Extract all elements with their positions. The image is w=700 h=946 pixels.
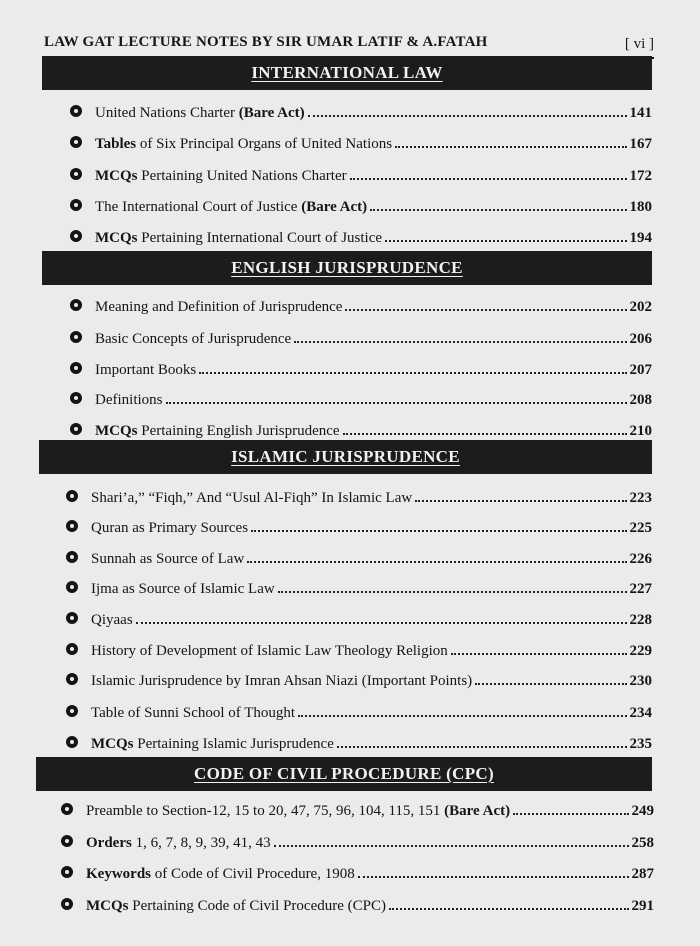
entry-bold-suffix: (Bare Act)	[444, 803, 511, 819]
entry-page-number: 226	[629, 551, 652, 567]
toc-entry[interactable]	[61, 828, 654, 852]
dot-leader	[343, 433, 627, 435]
entry-title	[86, 835, 271, 852]
toc-entry[interactable]	[70, 161, 652, 185]
entry-title	[91, 705, 295, 722]
section-heading-bar	[42, 56, 652, 90]
entry-page-number: 291	[631, 898, 654, 914]
entry-title	[95, 362, 196, 379]
header-page-number: [ vi ]	[624, 36, 654, 52]
toc-entry[interactable]	[70, 129, 652, 153]
entry-text: Quran as Primary Sources	[91, 520, 249, 536]
section-title: CODE OF CIVIL PROCEDURE (CPC)	[194, 764, 494, 783]
entry-title	[95, 392, 163, 409]
dot-leader	[415, 500, 626, 502]
section-heading-bar	[36, 757, 652, 791]
entry-page-number: 235	[629, 736, 652, 752]
entry-title	[95, 331, 291, 348]
entry-title	[86, 803, 510, 820]
toc-entry[interactable]	[70, 355, 652, 379]
entry-text: Important Books	[95, 362, 197, 378]
entry-title	[91, 736, 334, 753]
gear-bullet-icon	[70, 230, 82, 242]
gear-bullet-icon	[61, 898, 73, 910]
toc-entry[interactable]	[61, 891, 654, 915]
entry-title	[95, 136, 392, 153]
entry-text: Table of Sunni School of Thought	[91, 705, 296, 721]
entry-title	[91, 581, 275, 598]
gear-bullet-icon	[66, 551, 78, 563]
gear-bullet-icon	[70, 105, 82, 117]
toc-entry[interactable]	[70, 385, 652, 409]
entry-text: Pertaining English Jurisprudence	[137, 423, 340, 439]
entry-title	[95, 423, 340, 440]
entry-text: Pertaining Islamic Jurisprudence	[133, 736, 334, 752]
entry-page-number: 194	[629, 230, 652, 246]
entry-page-number: 228	[629, 612, 652, 628]
gear-bullet-icon	[70, 199, 82, 211]
entry-title	[95, 105, 305, 122]
entry-page-number: 202	[629, 299, 652, 315]
toc-entry[interactable]	[66, 513, 652, 537]
gear-bullet-icon	[70, 331, 82, 343]
entry-title	[95, 230, 382, 247]
entry-text: History of Development of Islamic Law Theology Religion	[91, 643, 448, 659]
section-title: ISLAMIC JURISPRUDENCE	[231, 447, 460, 466]
header-title: LAW GAT LECTURE NOTES BY SIR UMAR LATIF & A.FATAH	[44, 34, 488, 50]
dot-leader	[136, 622, 627, 624]
gear-bullet-icon	[61, 866, 73, 878]
dot-leader	[350, 178, 627, 180]
entry-page-number: 227	[629, 581, 652, 597]
entry-title	[95, 168, 347, 185]
entry-text: Qiyaas	[91, 612, 133, 628]
entry-bold-lead: MCQs	[95, 168, 138, 184]
entry-text: of Six Principal Organs of United Nations	[136, 136, 393, 152]
dot-leader	[385, 240, 626, 242]
toc-entry[interactable]	[61, 796, 654, 820]
entry-bold-lead: Keywords	[86, 866, 151, 882]
gear-bullet-icon	[66, 705, 78, 717]
entry-bold-lead: MCQs	[95, 423, 138, 439]
entry-text: Ijma as Source of Islamic Law	[91, 581, 275, 597]
entry-bold-lead: MCQs	[86, 898, 129, 914]
entry-text: Sunnah as Source of Law	[91, 551, 245, 567]
entry-text: Pertaining Code of Civil Procedure (CPC)	[128, 898, 386, 914]
entry-page-number: 258	[631, 835, 654, 851]
entry-bold-lead: MCQs	[95, 230, 138, 246]
dot-leader	[475, 683, 626, 685]
entry-page-number: 172	[629, 168, 652, 184]
toc-entry[interactable]	[66, 574, 652, 598]
gear-bullet-icon	[70, 136, 82, 148]
entry-bold-lead: MCQs	[91, 736, 134, 752]
section-heading-bar	[42, 251, 652, 285]
entry-page-number: 207	[629, 362, 652, 378]
entry-title	[86, 866, 355, 883]
toc-entry[interactable]	[70, 324, 652, 348]
entry-page-number: 229	[629, 643, 652, 659]
section-title: ENGLISH JURISPRUDENCE	[231, 258, 463, 277]
dot-leader	[395, 146, 626, 148]
toc-entry[interactable]	[66, 698, 652, 722]
entry-text: Definitions	[95, 392, 163, 408]
entry-title	[91, 643, 448, 660]
gear-bullet-icon	[66, 581, 78, 593]
toc-entry[interactable]	[66, 666, 652, 690]
gear-bullet-icon	[66, 612, 78, 624]
dot-leader	[251, 530, 626, 532]
entry-page-number: 206	[629, 331, 652, 347]
entry-bold-suffix: (Bare Act)	[301, 199, 368, 215]
toc-entry[interactable]	[66, 636, 652, 660]
entry-bold-suffix: (Bare Act)	[238, 105, 305, 121]
gear-bullet-icon	[70, 392, 82, 404]
entry-page-number: 210	[629, 423, 652, 439]
dot-leader	[294, 341, 626, 343]
entry-text: Basic Concepts of Jurisprudence	[95, 331, 292, 347]
dot-leader	[199, 372, 626, 374]
gear-bullet-icon	[70, 299, 82, 311]
entry-text: The International Court of Justice	[95, 199, 302, 215]
gear-bullet-icon	[66, 643, 78, 655]
entry-title	[91, 612, 133, 629]
section-heading-bar	[39, 440, 652, 474]
entry-page-number: 225	[629, 520, 652, 536]
dot-leader	[451, 653, 627, 655]
entry-page-number: 230	[629, 673, 652, 689]
entry-text: Pertaining International Court of Justice	[137, 230, 383, 246]
toc-entry[interactable]	[70, 98, 652, 122]
entry-text: 1, 6, 7, 8, 9, 39, 41, 43	[131, 835, 271, 851]
dot-leader	[370, 209, 626, 211]
toc-entry[interactable]	[66, 483, 652, 507]
entry-page-number: 167	[629, 136, 652, 152]
entry-title	[91, 673, 472, 690]
dot-leader	[358, 876, 629, 878]
entry-text: of Code of Civil Procedure, 1908	[151, 866, 355, 882]
entry-page-number: 249	[631, 803, 654, 819]
entry-text: Preamble to Section-12, 15 to 20, 47, 75, 96, 104, 115, 151	[86, 803, 445, 819]
toc-entry[interactable]	[70, 292, 652, 316]
gear-bullet-icon	[70, 423, 82, 435]
dot-leader	[337, 746, 627, 748]
toc-entry[interactable]	[66, 605, 652, 629]
toc-entry[interactable]	[66, 544, 652, 568]
gear-bullet-icon	[61, 803, 73, 815]
entry-page-number: 234	[629, 705, 652, 721]
dot-leader	[274, 845, 629, 847]
toc-entry[interactable]	[66, 729, 652, 753]
dot-leader	[513, 813, 628, 815]
dot-leader	[389, 908, 629, 910]
gear-bullet-icon	[66, 736, 78, 748]
gear-bullet-icon	[66, 520, 78, 532]
gear-bullet-icon	[66, 673, 78, 685]
dot-leader	[345, 309, 626, 311]
entry-title	[91, 551, 244, 568]
entry-page-number: 180	[629, 199, 652, 215]
entry-title	[95, 199, 367, 216]
gear-bullet-icon	[70, 168, 82, 180]
gear-bullet-icon	[61, 835, 73, 847]
entry-title	[86, 898, 386, 915]
dot-leader	[247, 561, 626, 563]
entry-text: Meaning and Definition of Jurisprudence	[95, 299, 343, 315]
entry-text: Pertaining United Nations Charter	[137, 168, 347, 184]
section-title: INTERNATIONAL LAW	[251, 63, 443, 82]
entry-title	[91, 490, 412, 507]
entry-text: Islamic Jurisprudence by Imran Ahsan Niazi (Important Points)	[91, 673, 473, 689]
gear-bullet-icon	[66, 490, 78, 502]
toc-entry[interactable]	[70, 192, 652, 216]
entry-title	[95, 299, 342, 316]
dot-leader	[308, 115, 627, 117]
dot-leader	[298, 715, 626, 717]
entry-bold-lead: Orders	[86, 835, 132, 851]
dot-leader	[166, 402, 627, 404]
gear-bullet-icon	[70, 362, 82, 374]
toc-entry[interactable]	[70, 223, 652, 247]
entry-page-number: 208	[629, 392, 652, 408]
entry-title	[91, 520, 248, 537]
entry-text: United Nations Charter	[95, 105, 239, 121]
entry-page-number: 287	[631, 866, 654, 882]
entry-text: Shari’a,” “Fiqh,” And “Usul Al-Fiqh” In Islamic Law	[91, 490, 413, 506]
toc-entry[interactable]	[70, 416, 652, 440]
entry-page-number: 223	[629, 490, 652, 506]
entry-bold-lead: Tables	[95, 136, 137, 152]
toc-entry[interactable]	[61, 859, 654, 883]
entry-page-number: 141	[629, 105, 652, 121]
dot-leader	[278, 591, 627, 593]
